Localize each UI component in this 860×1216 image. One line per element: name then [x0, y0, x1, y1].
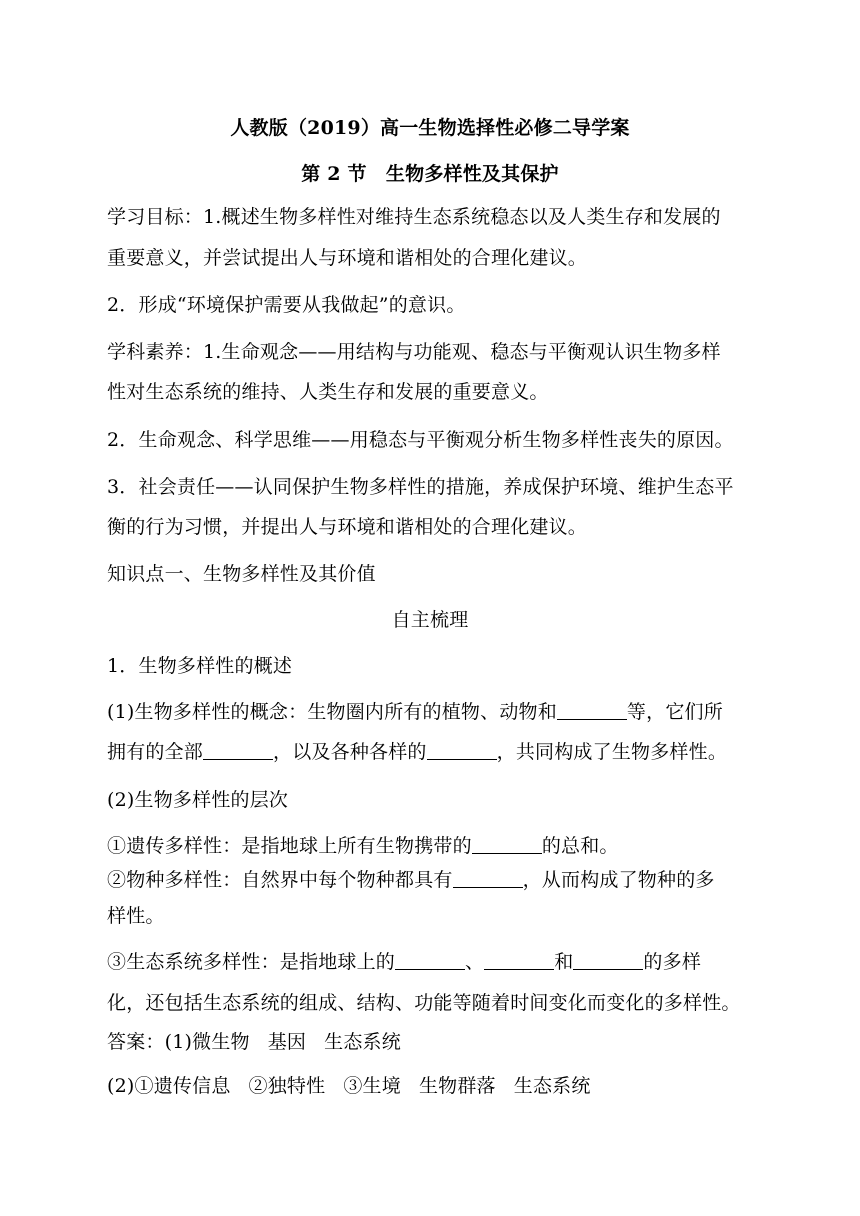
species-text-b: ，从而构成了物种的多 [522, 869, 715, 891]
q1-1-text-a: (1)生物多样性的概念：生物圈内所有的植物、动物和 [107, 701, 557, 723]
literacy-line-1: 学科素养：1.生命观念——用结构与功能观、稳态与平衡观认识生物多样 [107, 341, 721, 363]
q1-1-line-2 [107, 740, 757, 764]
species-text-a: ②物种多样性：自然界中每个物种都具有 [107, 869, 453, 891]
literacy-item-2: 2．生命观念、科学思维——用稳态与平衡观分析生物多样性丧失的原因。 [107, 429, 734, 451]
answer-uniqueness: ②独特性 [248, 1075, 326, 1097]
answer-label: 答案： [107, 1031, 165, 1053]
fill-blank-uniqueness[interactable] [453, 869, 523, 888]
q1-heading: 1．生物多样性的概述 [107, 655, 293, 677]
literacy-item-3-line-1: 3．社会责任——认同保护生物多样性的措施，养成保护环境、维护生态平 [107, 476, 734, 498]
fill-blank-genetic-info[interactable] [472, 835, 542, 854]
ecosystem-text-d: 的多样 [643, 951, 702, 973]
fill-blank-ecosystems[interactable] [427, 741, 497, 760]
genetic-text-b: 的总和。 [541, 835, 619, 857]
answer-habitat: ③生境 [343, 1075, 401, 1097]
q1-1-line-1 [107, 700, 757, 724]
knowledge-point-heading: 知识点一、生物多样性及其价值 [107, 563, 376, 585]
document-title: 人教版（2019）高一生物选择性必修二导学案 [230, 117, 630, 139]
answer-line-2 [107, 1074, 757, 1098]
literacy-item-3-line-2: 衡的行为习惯，并提出人与环境和谐相处的合理化建议。 [107, 516, 588, 538]
ecosystem-diversity-line-1 [107, 950, 757, 974]
ecosystem-text-c: 和 [554, 951, 574, 973]
q1-1-text-e: ，共同构成了生物多样性。 [496, 741, 728, 763]
answer-genetic-info: (2)①遗传信息 [107, 1075, 231, 1097]
species-diversity-line-1 [107, 868, 757, 892]
answer-ecosystem-2: 生态系统 [513, 1075, 591, 1097]
q1-1-text-d: ，以及各种各样的 [273, 741, 427, 763]
ecosystem-diversity-line-2: 化，还包括生态系统的组成、结构、功能等随着时间变化而变化的多样性。 [107, 992, 741, 1014]
fill-blank-community[interactable] [484, 951, 554, 970]
answer-line-1 [107, 1030, 757, 1054]
fill-blank-microbes[interactable] [557, 701, 627, 720]
answer-microbes: (1)微生物 [164, 1031, 250, 1053]
genetic-text-a: ①遗传多样性：是指地球上所有生物携带的 [107, 835, 472, 857]
objectives-item-2: 2．形成“环境保护需要从我做起”的意识。 [107, 294, 466, 316]
fill-blank-ecosystem[interactable] [573, 951, 643, 970]
q1-1-text-b: 等，它们所 [626, 701, 723, 723]
fill-blank-habitat[interactable] [395, 951, 465, 970]
objectives-line-1: 学习目标：1.概述生物多样性对维持生态系统稳态以及人类生存和发展的 [107, 206, 721, 228]
q1-1-text-c: 拥有的全部 [107, 741, 204, 763]
answer-ecosystem: 生态系统 [324, 1031, 401, 1053]
self-study-heading: 自主梳理 [391, 609, 469, 631]
q1-2-heading: (2)生物多样性的层次 [107, 789, 289, 811]
answer-community: 生物群落 [418, 1075, 496, 1097]
literacy-line-2: 性对生态系统的维持、人类生存和发展的重要意义。 [107, 381, 549, 403]
genetic-diversity-line [107, 834, 757, 858]
objectives-line-2: 重要意义，并尝试提出人与环境和谐相处的合理化建议。 [107, 247, 588, 269]
answer-genes: 基因 [267, 1031, 307, 1053]
fill-blank-genes[interactable] [203, 741, 273, 760]
ecosystem-text-a: ③生态系统多样性：是指地球上的 [107, 951, 396, 973]
ecosystem-text-b: 、 [465, 951, 485, 973]
section-title: 第 2 节 生物多样性及其保护 [301, 163, 559, 185]
species-diversity-line-2: 样性。 [107, 905, 165, 927]
